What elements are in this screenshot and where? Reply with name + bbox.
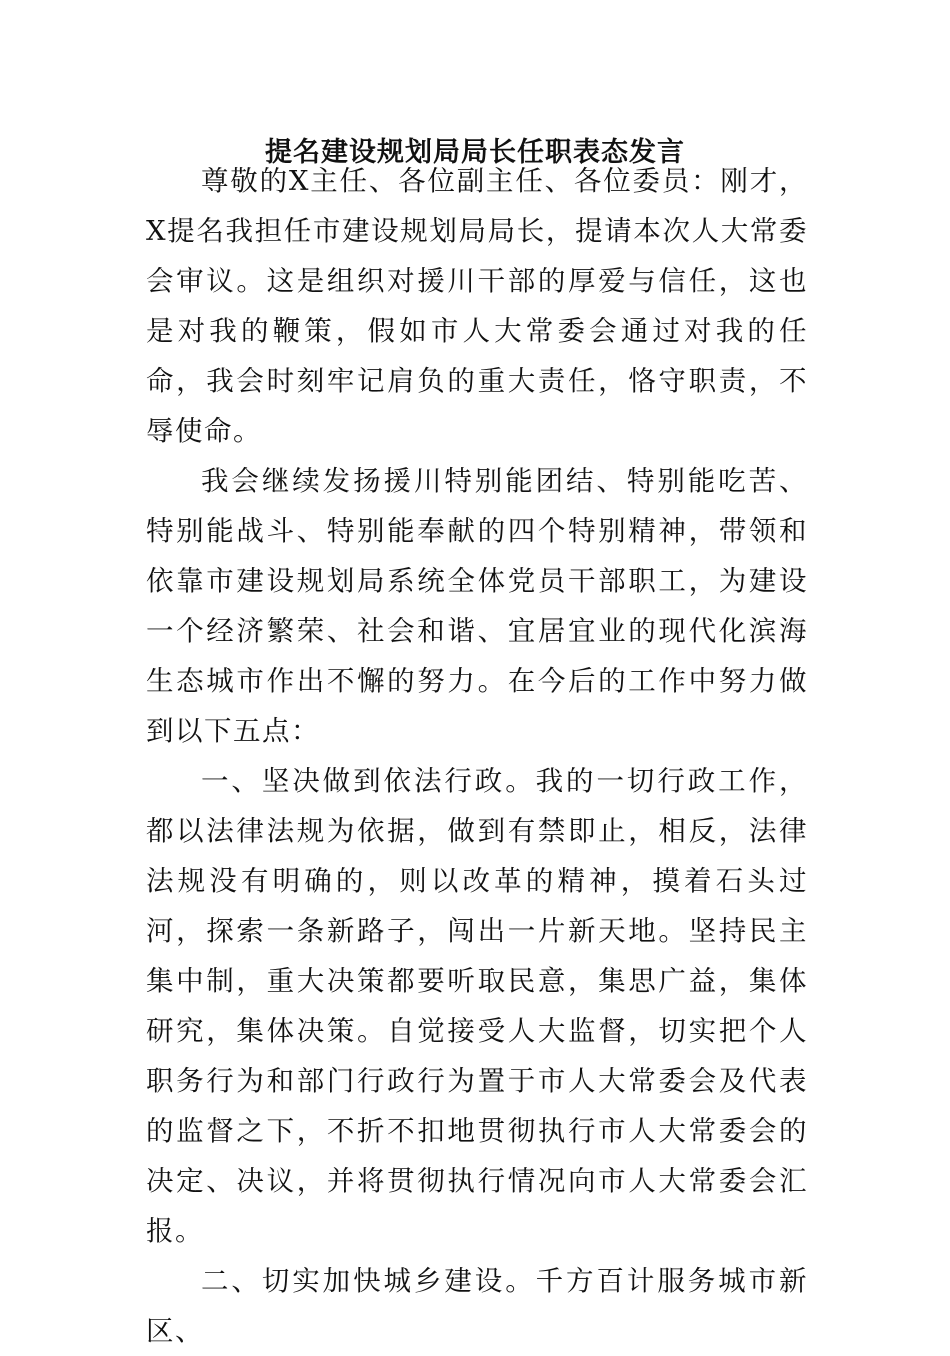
- paragraph-greeting: 尊敬的X主任、各位副主任、各位委员：刚才，X提名我担任市建设规划局局长，提请本次人大常委会审议。这是组织对援川干部的厚爱与信任，这也是对我的鞭策，假如市人大常委会通过对我的任命，我会时刻牢记肩负的重大责任，恪守职责，不辱使命。: [146, 165, 808, 447]
- paragraph-point-one: 一、坚决做到依法行政。我的一切行政工作，都以法律法规为依据，做到有禁即止，相反，法律法规没有明确的，则以改革的精神，摸着石头过河，探索一条新路子，闯出一片新天地。坚持民主集中制，重大决策都要听取民意，集思广益，集体研究，集体决策。自觉接受人大监督，切实把个人职务行为和部门行政行为置于市人大常委会及代表的监督之下，不折不扣地贯彻执行市人大常委会的决定、决议，并将贯彻执行情况向市人大常委会汇报。: [146, 765, 808, 1247]
- document-body: [146, 156, 808, 1356]
- document-title: 提名建设规划局局长任职表态发言: [265, 137, 685, 168]
- paragraph-commitment: 我会继续发扬援川特别能团结、特别能吃苦、特别能战斗、特别能奉献的四个特别精神，带领和依靠市建设规划局系统全体党员干部职工，为建设一个经济繁荣、社会和谐、宜居宜业的现代化滨海生态城市作出不懈的努力。在今后的工作中努力做到以下五点：: [146, 465, 808, 747]
- paragraph-point-two: 二、切实加快城乡建设。千方百计服务城市新区、: [146, 1265, 808, 1347]
